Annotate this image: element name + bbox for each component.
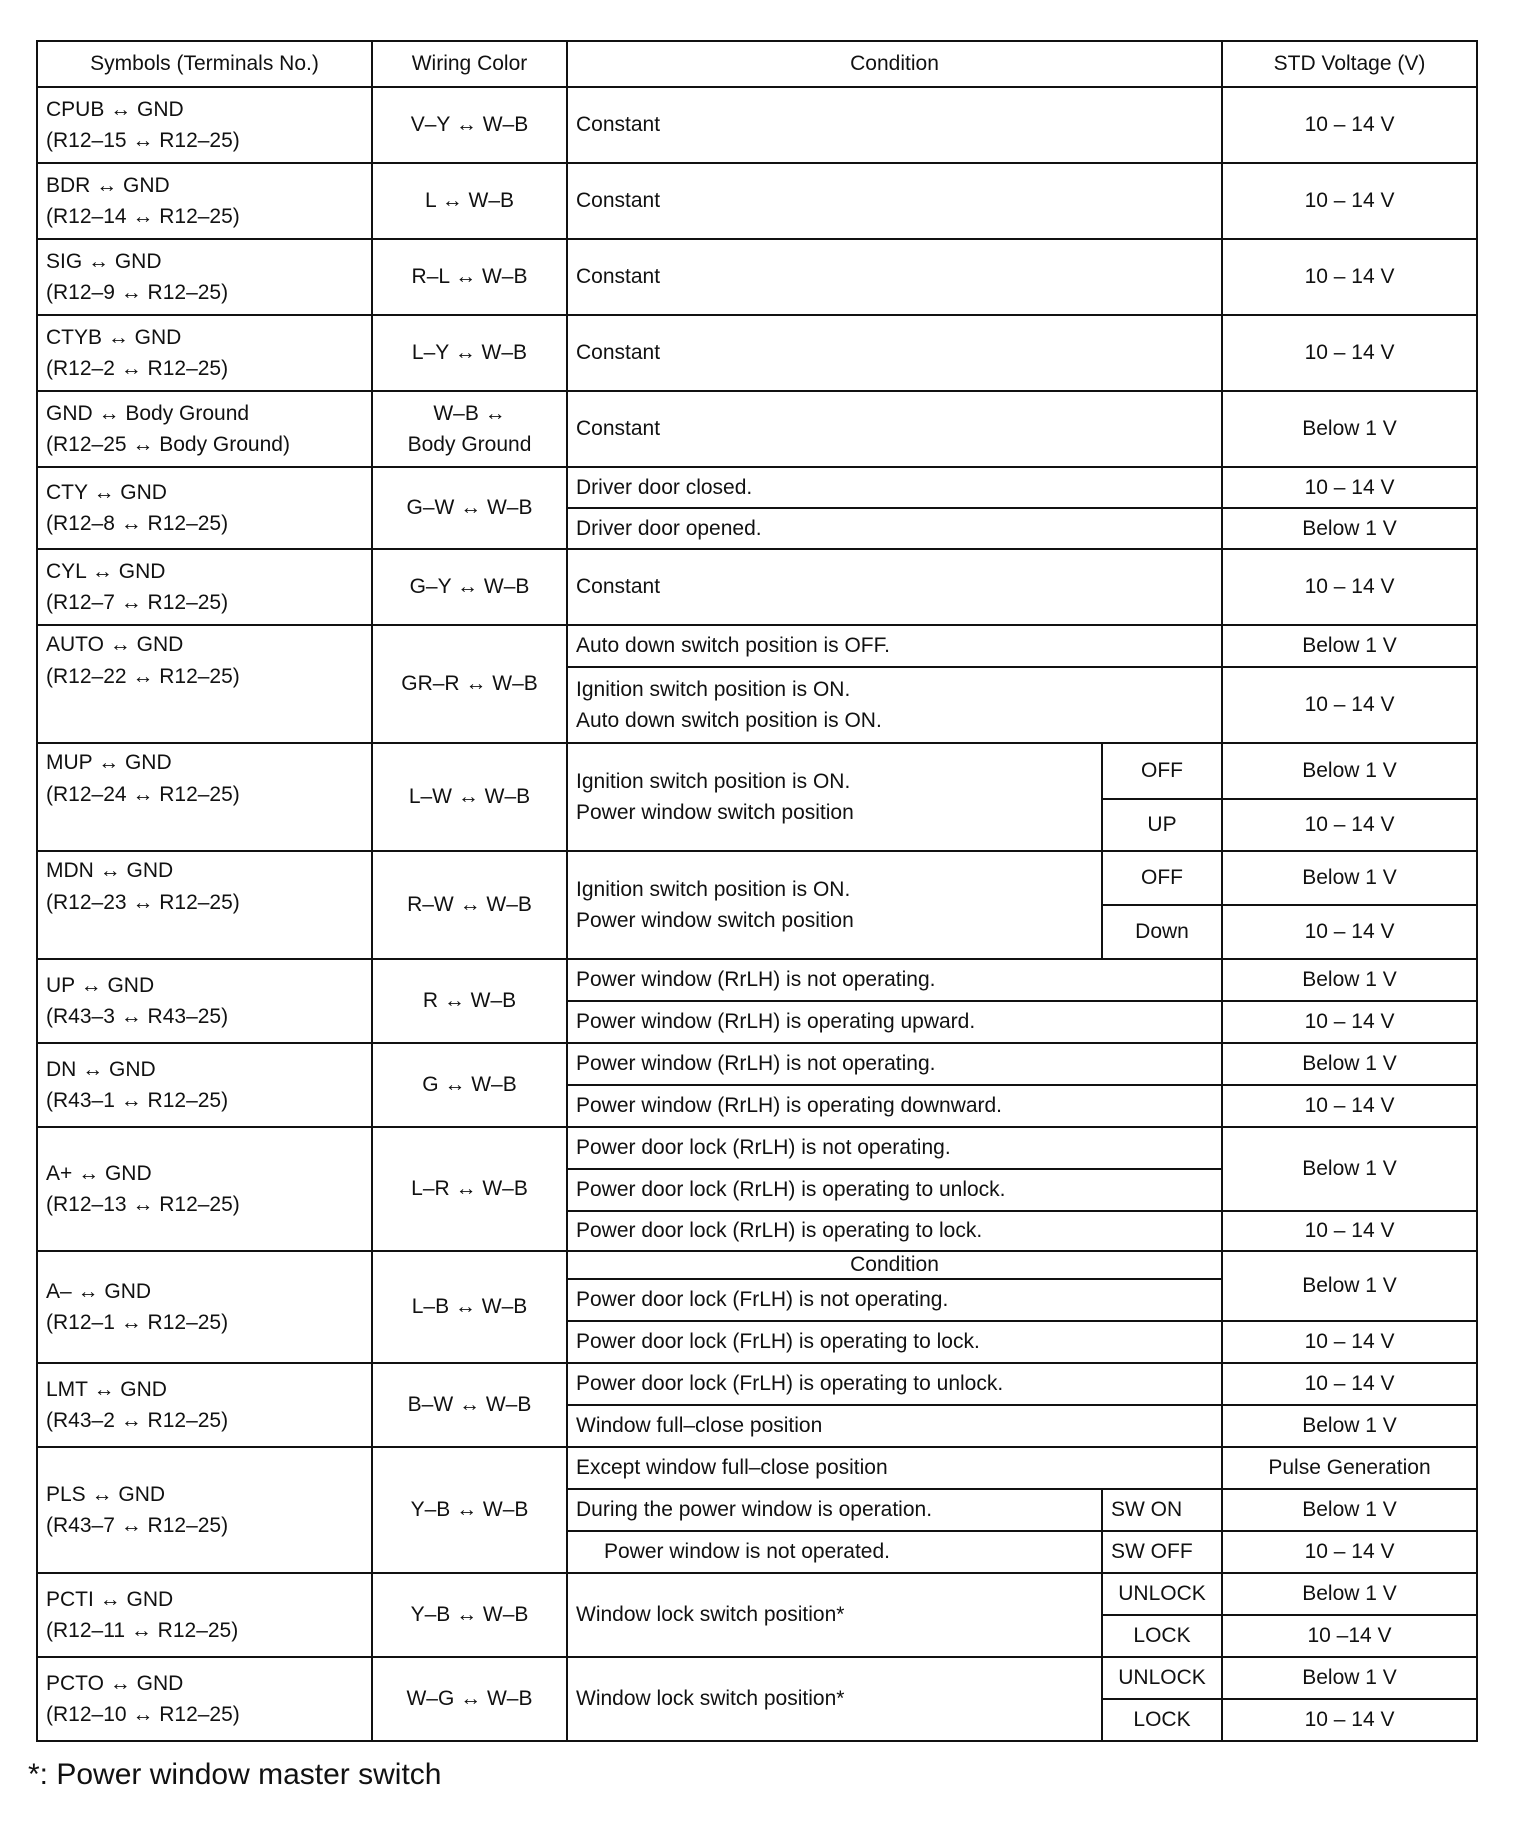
condition-cell: Power door lock (FrLH) is operating to unlock. — [567, 1363, 1222, 1405]
wiring-cell: R–W ↔ W–B — [372, 851, 567, 959]
voltage-cell: 10 – 14 V — [1222, 905, 1477, 959]
table-row — [37, 239, 1477, 315]
voltage-cell: Pulse Generation — [1222, 1447, 1477, 1489]
table-row — [37, 1363, 1477, 1405]
symbol-cell: CYL ↔ GND (R12–7 ↔ R12–25) — [37, 549, 372, 625]
symbol-cell: BDR ↔ GND (R12–14 ↔ R12–25) — [37, 163, 372, 239]
table-row — [37, 391, 1477, 467]
symbol-cell: AUTO ↔ GND (R12–22 ↔ R12–25) — [37, 625, 372, 743]
voltage-cell: Below 1 V — [1222, 1251, 1477, 1321]
condition-cell: Driver door closed. — [567, 467, 1222, 508]
condition-cell: Power window (RrLH) is not operating. — [567, 1043, 1222, 1085]
voltage-cell: 10 – 14 V — [1222, 315, 1477, 391]
voltage-cell: Below 1 V — [1222, 959, 1477, 1001]
table-row — [37, 1251, 1477, 1279]
table-row — [37, 1573, 1477, 1615]
symbol-cell: SIG ↔ GND (R12–9 ↔ R12–25) — [37, 239, 372, 315]
condition-cell: Ignition switch position is ON. Power window switch position — [567, 743, 1102, 851]
symbol-cell: PLS ↔ GND (R43–7 ↔ R12–25) — [37, 1447, 372, 1573]
wiring-cell: L ↔ W–B — [372, 163, 567, 239]
symbol-cell: PCTI ↔ GND (R12–11 ↔ R12–25) — [37, 1573, 372, 1657]
switch-state-cell: SW ON — [1102, 1489, 1222, 1531]
table-row — [37, 851, 1477, 905]
voltage-cell: 10 – 14 V — [1222, 1321, 1477, 1363]
voltage-cell: Below 1 V — [1222, 1489, 1477, 1531]
condition-cell: Power window (RrLH) is operating upward. — [567, 1001, 1222, 1043]
header-symbols: Symbols (Terminals No.) — [37, 41, 372, 87]
table-header-row — [37, 41, 1477, 87]
wiring-cell: R ↔ W–B — [372, 959, 567, 1043]
table-row — [37, 743, 1477, 799]
wiring-cell: Y–B ↔ W–B — [372, 1447, 567, 1573]
symbol-cell: LMT ↔ GND (R43–2 ↔ R12–25) — [37, 1363, 372, 1447]
voltage-cell: 10 – 14 V — [1222, 163, 1477, 239]
voltage-cell: 10 –14 V — [1222, 1615, 1477, 1657]
voltage-cell: Below 1 V — [1222, 851, 1477, 905]
wiring-cell: Y–B ↔ W–B — [372, 1573, 567, 1657]
condition-cell: Ignition switch position is ON. Power window switch position — [567, 851, 1102, 959]
condition-cell: Power door lock (FrLH) is not operating. — [567, 1279, 1222, 1321]
switch-state-cell: UNLOCK — [1102, 1657, 1222, 1699]
wiring-cell: GR–R ↔ W–B — [372, 625, 567, 743]
switch-state-cell: LOCK — [1102, 1699, 1222, 1741]
wiring-cell: W–G ↔ W–B — [372, 1657, 567, 1741]
condition-cell: Constant — [567, 391, 1222, 467]
table-row — [37, 549, 1477, 625]
voltage-cell: 10 – 14 V — [1222, 1699, 1477, 1741]
condition-cell: Constant — [567, 239, 1222, 315]
condition-cell: Constant — [567, 315, 1222, 391]
symbol-cell: A– ↔ GND (R12–1 ↔ R12–25) — [37, 1251, 372, 1363]
wiring-cell: L–B ↔ W–B — [372, 1251, 567, 1363]
condition-subheader: Condition — [567, 1251, 1222, 1279]
switch-state-cell: UP — [1102, 799, 1222, 851]
terminal-voltage-table — [36, 40, 1478, 1742]
wiring-cell: L–W ↔ W–B — [372, 743, 567, 851]
voltage-cell: 10 – 14 V — [1222, 467, 1477, 508]
wiring-cell: L–Y ↔ W–B — [372, 315, 567, 391]
table-row — [37, 625, 1477, 667]
voltage-cell: 10 – 14 V — [1222, 1001, 1477, 1043]
header-wiring-color: Wiring Color — [372, 41, 567, 87]
voltage-cell: 10 – 14 V — [1222, 1363, 1477, 1405]
table-row — [37, 1447, 1477, 1489]
table-row — [37, 1657, 1477, 1699]
condition-cell: Constant — [567, 549, 1222, 625]
wiring-cell: G ↔ W–B — [372, 1043, 567, 1127]
switch-state-cell: OFF — [1102, 851, 1222, 905]
voltage-cell: 10 – 14 V — [1222, 1211, 1477, 1251]
table-row — [37, 1127, 1477, 1169]
symbol-cell: A+ ↔ GND (R12–13 ↔ R12–25) — [37, 1127, 372, 1251]
condition-cell: Ignition switch position is ON. Auto down switch position is ON. — [567, 667, 1222, 743]
condition-cell: Power door lock (RrLH) is operating to unlock. — [567, 1169, 1222, 1211]
condition-cell: Power window (RrLH) is not operating. — [567, 959, 1222, 1001]
voltage-cell: 10 – 14 V — [1222, 549, 1477, 625]
condition-cell: Power window is not operated. — [567, 1531, 1102, 1573]
voltage-cell: 10 – 14 V — [1222, 799, 1477, 851]
wiring-cell: L–R ↔ W–B — [372, 1127, 567, 1251]
symbol-cell: MUP ↔ GND (R12–24 ↔ R12–25) — [37, 743, 372, 851]
symbol-cell: PCTO ↔ GND (R12–10 ↔ R12–25) — [37, 1657, 372, 1741]
voltage-cell: Below 1 V — [1222, 1657, 1477, 1699]
voltage-cell: 10 – 14 V — [1222, 87, 1477, 163]
table-row — [37, 1043, 1477, 1085]
condition-cell: Window full–close position — [567, 1405, 1222, 1447]
voltage-cell: Below 1 V — [1222, 391, 1477, 467]
condition-cell: Auto down switch position is OFF. — [567, 625, 1222, 667]
condition-cell: Window lock switch position* — [567, 1657, 1102, 1741]
voltage-cell: 10 – 14 V — [1222, 239, 1477, 315]
voltage-cell: Below 1 V — [1222, 743, 1477, 799]
voltage-cell: 10 – 14 V — [1222, 1531, 1477, 1573]
voltage-cell: Below 1 V — [1222, 1573, 1477, 1615]
condition-cell: Power door lock (RrLH) is operating to lock. — [567, 1211, 1222, 1251]
table-row — [37, 959, 1477, 1001]
condition-cell: During the power window is operation. — [567, 1489, 1102, 1531]
switch-state-cell: LOCK — [1102, 1615, 1222, 1657]
symbol-cell: UP ↔ GND (R43–3 ↔ R43–25) — [37, 959, 372, 1043]
voltage-cell: Below 1 V — [1222, 625, 1477, 667]
table-row — [37, 315, 1477, 391]
header-std-voltage: STD Voltage (V) — [1222, 41, 1477, 87]
voltage-cell: Below 1 V — [1222, 1405, 1477, 1447]
wiring-cell: G–Y ↔ W–B — [372, 549, 567, 625]
table-row — [37, 87, 1477, 163]
condition-cell: Power door lock (RrLH) is not operating. — [567, 1127, 1222, 1169]
wiring-cell: V–Y ↔ W–B — [372, 87, 567, 163]
header-condition: Condition — [567, 41, 1222, 87]
wiring-cell: G–W ↔ W–B — [372, 467, 567, 549]
voltage-cell: Below 1 V — [1222, 1127, 1477, 1211]
switch-state-cell: Down — [1102, 905, 1222, 959]
condition-cell: Constant — [567, 163, 1222, 239]
wiring-cell: R–L ↔ W–B — [372, 239, 567, 315]
symbol-cell: CPUB ↔ GND (R12–15 ↔ R12–25) — [37, 87, 372, 163]
table-row — [37, 467, 1477, 508]
symbol-cell: CTYB ↔ GND (R12–2 ↔ R12–25) — [37, 315, 372, 391]
wiring-cell: B–W ↔ W–B — [372, 1363, 567, 1447]
voltage-cell: Below 1 V — [1222, 508, 1477, 549]
voltage-cell: 10 – 14 V — [1222, 667, 1477, 743]
voltage-cell: Below 1 V — [1222, 1043, 1477, 1085]
symbol-cell: CTY ↔ GND (R12–8 ↔ R12–25) — [37, 467, 372, 549]
switch-state-cell: OFF — [1102, 743, 1222, 799]
voltage-cell: 10 – 14 V — [1222, 1085, 1477, 1127]
condition-cell: Power window (RrLH) is operating downward. — [567, 1085, 1222, 1127]
table-row — [37, 163, 1477, 239]
condition-cell: Window lock switch position* — [567, 1573, 1102, 1657]
symbol-cell: DN ↔ GND (R43–1 ↔ R12–25) — [37, 1043, 372, 1127]
condition-cell: Constant — [567, 87, 1222, 163]
condition-cell: Driver door opened. — [567, 508, 1222, 549]
symbol-cell: MDN ↔ GND (R12–23 ↔ R12–25) — [37, 851, 372, 959]
wiring-cell: W–B ↔ Body Ground — [372, 391, 567, 467]
symbol-cell: GND ↔ Body Ground (R12–25 ↔ Body Ground) — [37, 391, 372, 467]
condition-cell: Except window full–close position — [567, 1447, 1222, 1489]
condition-cell: Power door lock (FrLH) is operating to lock. — [567, 1321, 1222, 1363]
footnote: *: Power window master switch — [28, 1758, 442, 1791]
switch-state-cell: SW OFF — [1102, 1531, 1222, 1573]
switch-state-cell: UNLOCK — [1102, 1573, 1222, 1615]
